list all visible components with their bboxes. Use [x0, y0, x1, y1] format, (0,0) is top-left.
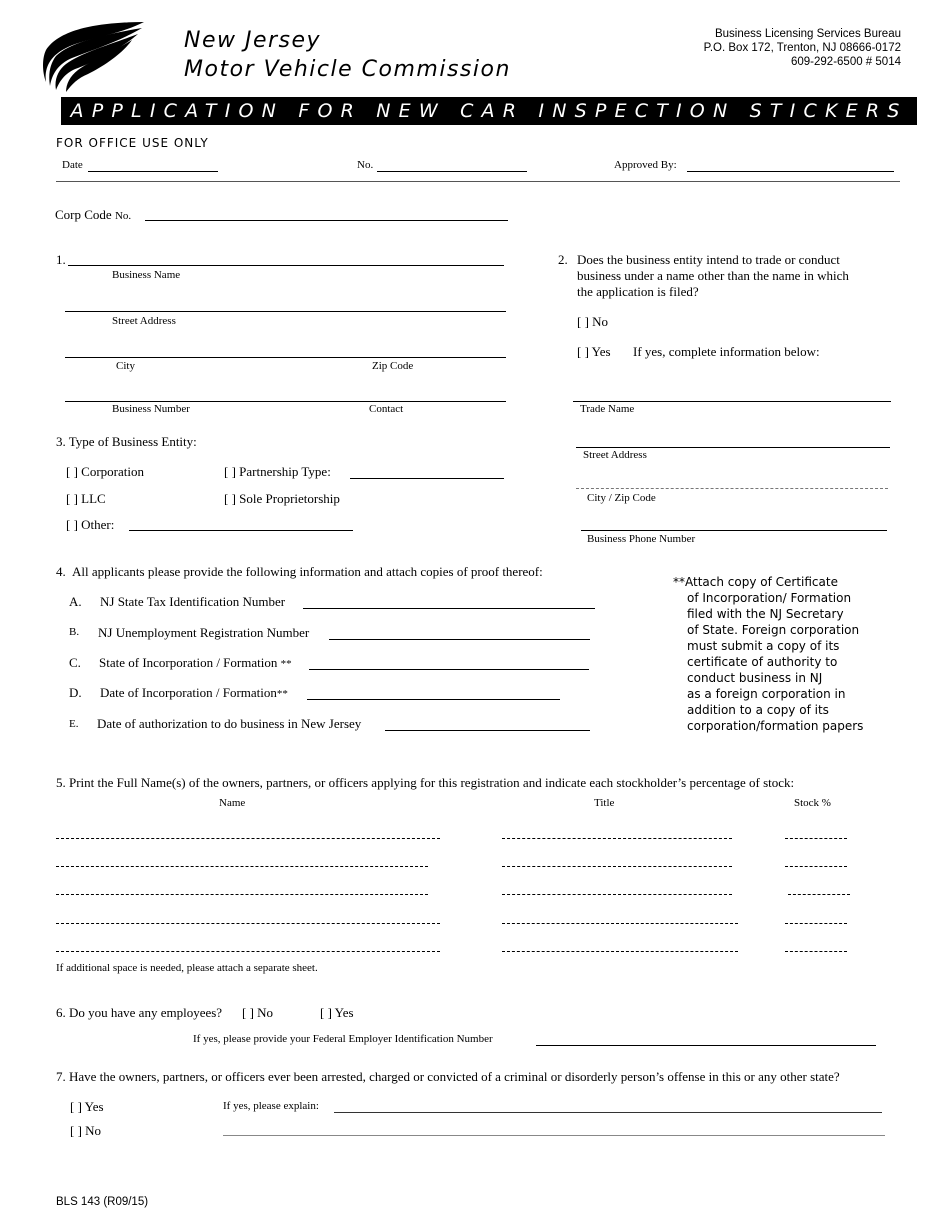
- section4-heading: All applicants please provide the following information and attach copies of proof thereof:: [72, 564, 543, 579]
- owner-name-field[interactable]: [56, 923, 440, 924]
- office-no-field[interactable]: [377, 171, 527, 172]
- item-c-letter: C.: [69, 655, 81, 670]
- other-entity-field[interactable]: [129, 530, 353, 531]
- corporation-checkbox[interactable]: [ ] Corporation: [66, 464, 144, 479]
- owner-title-field[interactable]: [502, 894, 732, 895]
- section2-yes-instruction: If yes, complete information below:: [633, 344, 820, 359]
- other-checkbox[interactable]: [ ] Other:: [66, 517, 115, 532]
- office-date-field[interactable]: [88, 171, 218, 172]
- owner-title-field[interactable]: [502, 923, 738, 924]
- nj-tax-id-field[interactable]: [303, 608, 595, 609]
- nj-authorization-date-field[interactable]: [385, 730, 590, 731]
- owner-title-field[interactable]: [502, 866, 732, 867]
- col-stock-header: Stock %: [794, 797, 831, 809]
- explain-label: If yes, please explain:: [223, 1100, 319, 1112]
- owner-name-field[interactable]: [56, 894, 428, 895]
- section3-heading: 3. Type of Business Entity:: [56, 434, 197, 449]
- trade-phone-label: Business Phone Number: [587, 533, 696, 545]
- item-c-label: State of Incorporation / Formation **: [99, 655, 292, 670]
- owner-name-field[interactable]: [56, 866, 428, 867]
- city-label: City: [116, 360, 135, 372]
- item-a-label: NJ State Tax Identification Number: [100, 594, 286, 609]
- state-incorporation-field[interactable]: [309, 669, 589, 670]
- section6-question: 6. Do you have any employees?: [56, 1005, 223, 1020]
- section7-question: 7. Have the owners, partners, or officers ever been arrested, charged or convicted of a criminal or disorderly person’s offense in this or any other state?: [56, 1069, 840, 1084]
- item-e-label: Date of authorization to do business in New Jersey: [97, 716, 362, 731]
- trade-name-label: Trade Name: [580, 403, 635, 415]
- corp-code-label: Corp Code No.: [55, 207, 132, 222]
- office-no-label: No.: [357, 159, 374, 171]
- item-b-letter: B.: [69, 626, 80, 638]
- owner-name-field[interactable]: [56, 951, 440, 952]
- contact-label: Contact: [369, 403, 404, 415]
- office-use-heading: FOR OFFICE USE ONLY: [56, 136, 209, 150]
- partnership-checkbox[interactable]: [ ] Partnership Type:: [224, 464, 331, 479]
- owner-stock-field[interactable]: [785, 951, 847, 952]
- arrested-no-checkbox[interactable]: [ ] No: [70, 1123, 102, 1138]
- col-title-header: Title: [594, 797, 615, 809]
- section2-number: 2.: [558, 252, 568, 267]
- item-d-label: Date of Incorporation / Formation**: [100, 685, 288, 700]
- trade-phone-field[interactable]: [581, 530, 887, 531]
- trade-city-zip-label: City / Zip Code: [587, 492, 656, 504]
- business-name-field[interactable]: [68, 265, 504, 266]
- section2-question-line3: the application is filed?: [577, 284, 699, 299]
- trade-street-label: Street Address: [583, 449, 647, 461]
- street-address-label: Street Address: [112, 315, 176, 327]
- business-number-contact-field[interactable]: [65, 401, 506, 402]
- business-number-label: Business Number: [112, 403, 190, 415]
- item-d-letter: D.: [69, 685, 82, 700]
- section2-no-checkbox[interactable]: [ ] No: [577, 314, 609, 329]
- form-title: APPLICATION FOR NEW CAR INSPECTION STICKERS: [61, 97, 917, 125]
- bureau-phone: 609-292-6500 # 5014: [791, 56, 901, 68]
- zip-code-label: Zip Code: [372, 360, 414, 372]
- item-b-label: NJ Unemployment Registration Number: [98, 625, 310, 640]
- form-code: BLS 143 (R09/15): [56, 1196, 149, 1208]
- trade-name-field[interactable]: [573, 401, 891, 402]
- trade-city-zip-field[interactable]: [576, 488, 888, 489]
- employees-no-checkbox[interactable]: [ ] No: [242, 1005, 274, 1020]
- owner-title-field[interactable]: [502, 951, 738, 952]
- section2-yes-checkbox[interactable]: [ ] Yes: [577, 344, 611, 359]
- section2-question-line2: business under a name other than the name in which: [577, 268, 849, 283]
- office-use-divider: [56, 181, 900, 182]
- bureau-name: Business Licensing Services Bureau: [714, 28, 901, 40]
- certificate-note: **Attach copy of Certificate of Incorporation/ Formation filed with the NJ Secretary of State. Foreign corporation must submit a copy of its certificate of authority to conduct business in NJ as a foreign corporation in addition to a copy of its corporation/formation papers: [673, 575, 864, 733]
- business-name-label: Business Name: [112, 269, 181, 281]
- additional-space-note: If additional space is needed, please attach a separate sheet.: [56, 962, 318, 974]
- fein-field[interactable]: [536, 1045, 876, 1046]
- sole-proprietorship-checkbox[interactable]: [ ] Sole Proprietorship: [224, 491, 340, 506]
- office-approved-field[interactable]: [687, 171, 894, 172]
- item-e-letter: E.: [69, 718, 79, 730]
- owner-stock-field[interactable]: [785, 923, 847, 924]
- corp-code-field[interactable]: [145, 220, 508, 221]
- agency-name-line1: New Jersey: [184, 28, 322, 53]
- owner-name-field[interactable]: [56, 838, 440, 839]
- office-approved-label: Approved By:: [614, 159, 677, 171]
- nj-unemployment-field[interactable]: [329, 639, 590, 640]
- agency-name-line2: Motor Vehicle Commission: [184, 57, 511, 82]
- partnership-type-field[interactable]: [350, 478, 504, 479]
- owner-stock-field[interactable]: [785, 838, 847, 839]
- date-incorporation-field[interactable]: [307, 699, 560, 700]
- city-zip-field[interactable]: [65, 357, 506, 358]
- office-date-label: Date: [62, 159, 83, 171]
- fein-label: If yes, please provide your Federal Employer Identification Number: [193, 1033, 493, 1045]
- section2-question-line1: Does the business entity intend to trade or conduct: [577, 252, 840, 267]
- owner-stock-field[interactable]: [788, 894, 850, 895]
- section1-number: 1.: [56, 252, 66, 267]
- owner-stock-field[interactable]: [785, 866, 847, 867]
- explain-field-line2[interactable]: [223, 1135, 885, 1136]
- item-a-letter: A.: [69, 594, 82, 609]
- owner-title-field[interactable]: [502, 838, 732, 839]
- section4-number: 4.: [56, 564, 66, 579]
- arrested-yes-checkbox[interactable]: [ ] Yes: [70, 1099, 104, 1114]
- section5-heading: 5. Print the Full Name(s) of the owners, partners, or officers applying for this registration and indicate each stockholder’s percentage of stock:: [56, 775, 795, 790]
- street-address-field[interactable]: [65, 311, 506, 312]
- llc-checkbox[interactable]: [ ] LLC: [66, 491, 106, 506]
- explain-field-line1[interactable]: [334, 1112, 882, 1113]
- bureau-po-box: P.O. Box 172, Trenton, NJ 08666-0172: [703, 42, 901, 54]
- trade-street-field[interactable]: [576, 447, 890, 448]
- employees-yes-checkbox[interactable]: [ ] Yes: [320, 1005, 354, 1020]
- mvc-logo: [40, 20, 148, 94]
- col-name-header: Name: [219, 797, 246, 809]
